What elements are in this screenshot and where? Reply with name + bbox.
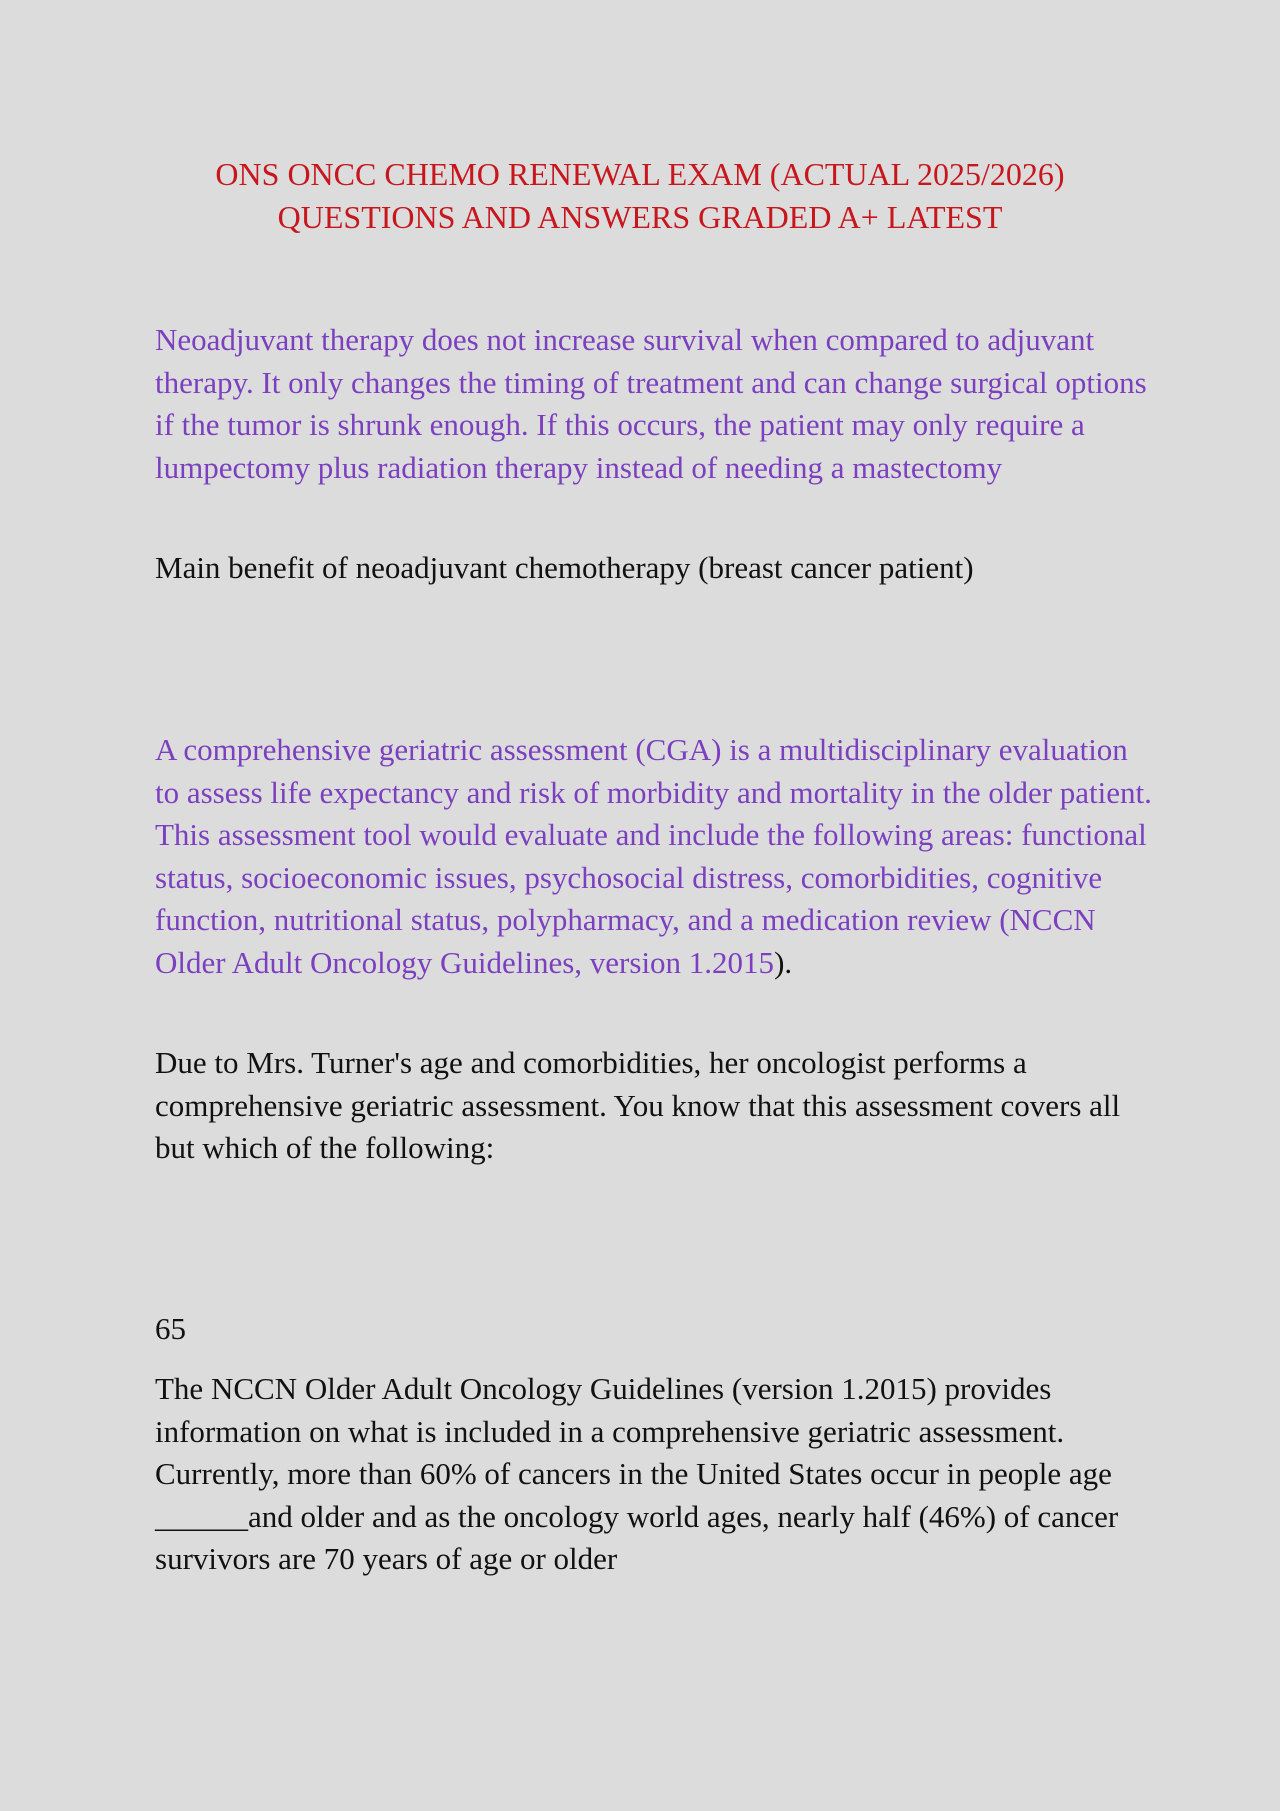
question-text-2: Due to Mrs. Turner's age and comorbidities, her oncologist performs a comprehensive geriatric assessment. You know that this assessment covers all but which of the following: xyxy=(155,1045,1121,1165)
question-text-3: The NCCN Older Adult Oncology Guidelines (version 1.2015) provides information on what is included in a comprehensive geriatric assessment. Currently, more than 60% of cancers in the United States occur in people age ______and older and as the oncology world ages, nearly half (46%) of cancer survivors are 70 years of age or older xyxy=(155,1371,1119,1576)
answer-text-3: 65 xyxy=(155,1311,186,1346)
answer-text-2-tail: ). xyxy=(774,944,793,980)
title-line-2: QUESTIONS AND ANSWERS GRADED A+ LATEST xyxy=(277,199,1003,235)
answer-text-2 xyxy=(155,729,1155,984)
question-text-1: Main benefit of neoadjuvant chemotherapy (breast cancer patient) xyxy=(155,550,974,585)
answer-text-1: Neoadjuvant therapy does not increase survival when compared to adjuvant therapy. It only changes the timing of treatment and can change surgical options if the tumor is shrunk enough. If this occurs, the patient may only require a lumpectomy plus radiation therapy instead of needing a mastectomy xyxy=(155,322,1147,485)
document-title xyxy=(0,153,1280,239)
answer-text-2-body: A comprehensive geriatric assessment (CGA) is a multidisciplinary evaluation to assess life expectancy and risk of morbidity and mortality in the older patient. This assessment tool would evaluate and include the following areas: functional status, socioeconomic issues, psychosocial distress, comorbidities, cognitive function, nutritional status, polypharmacy, and a medication review (NCCN Older Adult Oncology Guidelines, version 1.2015 xyxy=(155,732,1152,980)
title-line-1: ONS ONCC CHEMO RENEWAL EXAM (ACTUAL 2025/2026) xyxy=(215,156,1065,192)
